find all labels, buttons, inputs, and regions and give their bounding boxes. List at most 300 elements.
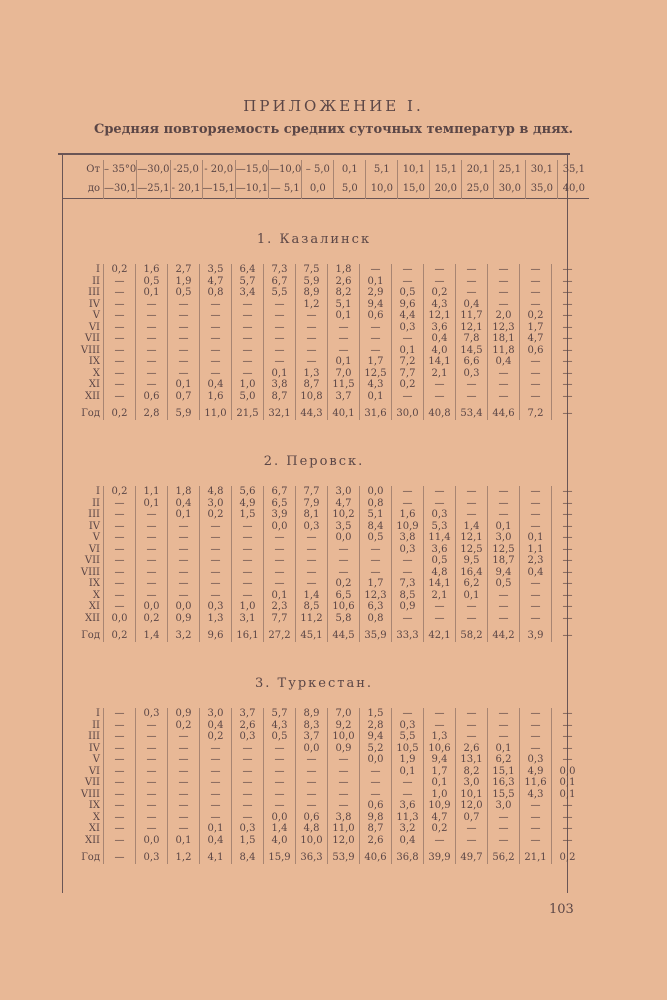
table-cell: — [552, 498, 584, 510]
row-label: VIII [80, 344, 100, 356]
table-cell: — [232, 521, 264, 533]
table-cell: 0,1 [168, 509, 200, 521]
table-cell: 0,5 [424, 555, 456, 567]
table-cell: — [552, 743, 584, 755]
table-cell: — [104, 823, 136, 835]
table-cell: — [552, 578, 584, 590]
table-cell: — [264, 578, 296, 590]
header-to-cell: —15,1 [202, 179, 235, 199]
table-cell: — [328, 777, 360, 789]
table-cell: — [328, 789, 360, 801]
table-cell: — [136, 299, 168, 311]
table-cell: — [232, 578, 264, 590]
table-cell: 49,7 [456, 846, 488, 864]
table-cell: 3,8 [264, 379, 296, 391]
table-cell: — [104, 743, 136, 755]
table-cell: 1,0 [424, 789, 456, 801]
table-cell: 1,3 [296, 368, 328, 380]
header-from-cell: -25,0 [170, 160, 202, 179]
table-cell: — [456, 379, 488, 391]
table-cell: 5,2 [360, 743, 392, 755]
table-cell: — [232, 567, 264, 579]
table-cell: 11,0 [200, 402, 232, 420]
table-cell: 3,9 [520, 624, 552, 642]
table-cell: — [520, 391, 552, 403]
table-cell: 5,9 [296, 276, 328, 288]
table-cell: 16,4 [456, 567, 488, 579]
table-cell: — [136, 345, 168, 357]
table-cell: 1,6 [136, 264, 168, 276]
table-cell: — [488, 613, 520, 625]
table-cell: 1,7 [360, 578, 392, 590]
table-cell: — [328, 333, 360, 345]
table-cell: — [264, 555, 296, 567]
table-cell: — [392, 789, 424, 801]
header-to-cell: 5,0 [334, 179, 366, 199]
table-cell: — [456, 720, 488, 732]
table-cell: 15,5 [488, 789, 520, 801]
table-cell: 9,5 [456, 555, 488, 567]
month-row [62, 777, 583, 789]
table-cell: — [136, 590, 168, 602]
table-cell: 5,7 [264, 708, 296, 720]
table-cell: — [552, 322, 584, 334]
table-cell: 33,3 [392, 624, 424, 642]
table-cell: — [552, 402, 584, 420]
month-row [62, 578, 583, 590]
table-cell: — [136, 777, 168, 789]
table-cell: — [552, 800, 584, 812]
table-cell: 0,6 [360, 800, 392, 812]
table-cell: 10,0 [296, 835, 328, 847]
table-cell: 8,7 [296, 379, 328, 391]
table-cell: — [232, 345, 264, 357]
table-cell: — [296, 356, 328, 368]
table-cell: — [392, 555, 424, 567]
table-cell: 40,6 [360, 846, 392, 864]
row-label: I [96, 486, 100, 497]
month-row [62, 356, 583, 368]
table-cell: — [136, 333, 168, 345]
table-cell: 1,1 [520, 544, 552, 556]
month-row [62, 766, 583, 778]
table-cell: — [360, 264, 392, 276]
table-cell: — [488, 601, 520, 613]
table-cell: — [232, 590, 264, 602]
table-cell: 0,2 [168, 720, 200, 732]
header-to-cell: 20,0 [430, 179, 462, 199]
table-cell: — [552, 613, 584, 625]
header-from-cell: —10,0 [269, 160, 302, 179]
header-to-cell: —25,1 [137, 179, 170, 199]
table-cell: — [360, 567, 392, 579]
table-cell: — [520, 368, 552, 380]
table-cell: — [552, 521, 584, 533]
table-cell: — [104, 391, 136, 403]
table-cell: — [296, 800, 328, 812]
table-cell: — [520, 731, 552, 743]
table-cell: — [168, 368, 200, 380]
month-row [62, 486, 583, 498]
header-to-cell: — 5,1 [269, 179, 302, 199]
table-cell: 6,2 [456, 578, 488, 590]
table-cell: — [488, 823, 520, 835]
table-cell: — [104, 345, 136, 357]
table-cell: 6,7 [264, 276, 296, 288]
table-cell: — [360, 555, 392, 567]
table-cell: 3,7 [296, 731, 328, 743]
table-cell: — [520, 509, 552, 521]
table-cell: — [488, 299, 520, 311]
table-cell: 0,2 [200, 731, 232, 743]
table-cell: — [264, 777, 296, 789]
from-label: От [86, 164, 100, 175]
table-cell: — [168, 544, 200, 556]
table-cell: — [360, 544, 392, 556]
table-cell: — [168, 800, 200, 812]
table-cell: 0,2 [424, 287, 456, 299]
row-label: V [92, 532, 100, 543]
table-cell: — [552, 287, 584, 299]
header-to-cell: 30,0 [494, 179, 526, 199]
table-cell: 44,3 [296, 402, 328, 420]
header-to-cell: 0,0 [302, 179, 334, 199]
table-cell: 1,7 [360, 356, 392, 368]
table-cell: 0,6 [360, 310, 392, 322]
table-cell: — [552, 486, 584, 498]
table-cell: 12,1 [424, 310, 456, 322]
table-cell: 32,1 [264, 402, 296, 420]
table-cell: — [520, 823, 552, 835]
table-cell: — [168, 754, 200, 766]
header-from-cell: 20,1 [462, 160, 494, 179]
table-cell: 10,5 [392, 743, 424, 755]
table-cell: 0,2 [552, 846, 584, 864]
table-cell: 0,1 [328, 310, 360, 322]
month-row [62, 322, 583, 334]
row-label: Год [81, 408, 100, 419]
table-cell: — [136, 544, 168, 556]
table-cell: 4,9 [520, 766, 552, 778]
table-cell: — [456, 823, 488, 835]
header-to-cell: 10,0 [366, 179, 398, 199]
table-cell: 31,6 [360, 402, 392, 420]
table-cell: 0,1 [360, 276, 392, 288]
table-cell: — [136, 789, 168, 801]
table-cell: — [552, 624, 584, 642]
month-row [62, 812, 583, 824]
table-perovsk [62, 486, 583, 642]
table-cell: — [296, 578, 328, 590]
table-cell: — [168, 777, 200, 789]
table-cell: — [264, 333, 296, 345]
table-cell: — [456, 613, 488, 625]
table-cell: 8,9 [296, 287, 328, 299]
table-cell: — [520, 800, 552, 812]
table-cell: — [456, 708, 488, 720]
row-label: X [92, 367, 100, 379]
table-cell: 7,5 [296, 264, 328, 276]
table-cell: — [136, 800, 168, 812]
table-cell: — [488, 812, 520, 824]
table-cell: 4,7 [328, 498, 360, 510]
table-cell: 0,3 [200, 601, 232, 613]
table-cell: 5,6 [232, 486, 264, 498]
table-cell: 58,2 [456, 624, 488, 642]
table-cell: — [104, 521, 136, 533]
table-cell: 44,5 [328, 624, 360, 642]
table-cell: — [328, 544, 360, 556]
table-cell: 16,3 [488, 777, 520, 789]
table-cell: 0,3 [392, 322, 424, 334]
table-cell: — [360, 333, 392, 345]
table-cell: — [264, 299, 296, 311]
table-cell: 0,1 [360, 391, 392, 403]
table-cell: 2,1 [424, 368, 456, 380]
table-cell: — [200, 368, 232, 380]
table-cell: — [552, 299, 584, 311]
table-cell: 1,3 [424, 731, 456, 743]
table-cell: 0,1 [200, 823, 232, 835]
table-cell: 0,6 [296, 812, 328, 824]
table-cell: — [104, 356, 136, 368]
month-row [62, 532, 583, 544]
table-cell: — [104, 754, 136, 766]
table-cell: — [136, 555, 168, 567]
table-cell: 1,7 [520, 322, 552, 334]
table-cell: — [456, 509, 488, 521]
table-cell: 5,5 [264, 287, 296, 299]
row-label: XII [84, 390, 100, 402]
header-from-cell: —15,0 [235, 160, 268, 179]
table-cell: 2,0 [488, 310, 520, 322]
month-row [62, 391, 583, 403]
section-title-kazalinsk: 1. Казалинск [256, 232, 372, 247]
table-cell: 10,6 [424, 743, 456, 755]
month-row [62, 521, 583, 533]
table-cell: — [232, 333, 264, 345]
table-cell: 1,8 [168, 486, 200, 498]
table-cell: — [232, 800, 264, 812]
table-cell: — [328, 754, 360, 766]
table-cell: 1,5 [232, 835, 264, 847]
table-cell: 3,7 [232, 708, 264, 720]
row-label: VI [88, 765, 100, 777]
table-cell: — [552, 276, 584, 288]
table-cell: — [200, 812, 232, 824]
table-cell: 30,0 [392, 402, 424, 420]
table-cell: — [520, 835, 552, 847]
table-cell: 3,6 [392, 800, 424, 812]
row-label: VII [84, 777, 100, 788]
row-label: IV [88, 298, 100, 310]
table-cell: — [424, 486, 456, 498]
table-cell: 0,3 [424, 509, 456, 521]
table-cell: — [264, 754, 296, 766]
table-cell: 6,4 [232, 264, 264, 276]
table-cell: 4,8 [296, 823, 328, 835]
temperature-range-header [62, 160, 589, 199]
table-cell: 1,6 [392, 509, 424, 521]
table-cell: — [552, 812, 584, 824]
table-cell: — [168, 731, 200, 743]
table-cell: 0,1 [136, 287, 168, 299]
table-cell: 0,2 [136, 613, 168, 625]
header-row-to [62, 179, 589, 199]
table-cell: 3,1 [232, 613, 264, 625]
appendix-title: ПРИЛОЖЕНИЕ I. [243, 97, 424, 115]
table-cell: 0,3 [232, 823, 264, 835]
table-cell: 12,1 [456, 532, 488, 544]
table-cell: — [200, 299, 232, 311]
header-from-cell: - 20,0 [202, 160, 235, 179]
table-cell: 0,1 [168, 379, 200, 391]
table-cell: 0,4 [168, 498, 200, 510]
table-cell: — [264, 743, 296, 755]
table-cell: — [232, 789, 264, 801]
row-label: Год [81, 852, 100, 863]
table-cell: 1,4 [264, 823, 296, 835]
month-row [62, 708, 583, 720]
month-row [62, 567, 583, 579]
table-cell: 9,6 [200, 624, 232, 642]
table-cell: — [520, 299, 552, 311]
table-cell: — [296, 766, 328, 778]
table-cell: — [424, 613, 456, 625]
table-cell: 4,7 [200, 276, 232, 288]
month-row [62, 555, 583, 567]
table-cell: — [296, 310, 328, 322]
table-cell: — [104, 578, 136, 590]
table-cell: 10,9 [392, 521, 424, 533]
year-total-row [62, 846, 583, 864]
year-total-row [62, 624, 583, 642]
table-cell: 9,4 [360, 731, 392, 743]
table-cell: 12,5 [456, 544, 488, 556]
month-row [62, 299, 583, 311]
table-cell: — [104, 532, 136, 544]
table-cell: — [104, 333, 136, 345]
table-cell: 0,3 [392, 544, 424, 556]
table-cell: 0,9 [392, 601, 424, 613]
table-cell: — [488, 391, 520, 403]
table-cell: 0,1 [328, 356, 360, 368]
table-cell: — [104, 299, 136, 311]
table-cell: — [424, 276, 456, 288]
table-cell: — [552, 264, 584, 276]
table-cell: 2,6 [360, 835, 392, 847]
table-cell: 0,3 [232, 731, 264, 743]
table-cell: 7,2 [520, 402, 552, 420]
table-cell: 7,7 [296, 486, 328, 498]
table-cell: 4,3 [360, 379, 392, 391]
month-row [62, 743, 583, 755]
table-cell: — [520, 287, 552, 299]
month-row [62, 276, 583, 288]
table-cell: — [168, 812, 200, 824]
table-cell: — [104, 555, 136, 567]
month-row [62, 379, 583, 391]
table-cell: 3,5 [328, 521, 360, 533]
table-cell: — [296, 555, 328, 567]
table-cell: 1,2 [296, 299, 328, 311]
table-cell: 2,7 [168, 264, 200, 276]
table-cell: — [200, 310, 232, 322]
table-cell: — [232, 777, 264, 789]
table-cell: — [328, 345, 360, 357]
table-cell: — [456, 391, 488, 403]
table-cell: — [104, 544, 136, 556]
row-label: IV [88, 742, 100, 754]
table-cell: 11,8 [488, 345, 520, 357]
table-cell: 0,1 [136, 498, 168, 510]
table-cell: — [392, 708, 424, 720]
row-label: III [88, 287, 100, 298]
table-cell: — [360, 322, 392, 334]
table-cell: 10,0 [328, 731, 360, 743]
row-label: III [88, 731, 100, 742]
month-row [62, 754, 583, 766]
table-cell: — [168, 345, 200, 357]
table-cell: — [104, 812, 136, 824]
table-cell: — [136, 368, 168, 380]
table-cell: 0,2 [328, 578, 360, 590]
table-cell: — [456, 486, 488, 498]
table-cell: — [232, 812, 264, 824]
table-cell: 0,0 [360, 754, 392, 766]
table-cell: — [456, 601, 488, 613]
table-cell: — [392, 567, 424, 579]
table-cell: — [232, 532, 264, 544]
table-cell: 44,2 [488, 624, 520, 642]
table-cell: 0,9 [328, 743, 360, 755]
table-cell: 4,0 [424, 345, 456, 357]
table-cell: 2,8 [136, 402, 168, 420]
table-cell: — [136, 356, 168, 368]
table-cell: — [168, 322, 200, 334]
table-cell: — [424, 264, 456, 276]
row-label: XII [84, 834, 100, 846]
table-cell: — [168, 333, 200, 345]
table-cell: — [392, 391, 424, 403]
table-cell: — [488, 590, 520, 602]
table-cell: — [488, 498, 520, 510]
table-cell: — [424, 391, 456, 403]
table-cell: — [200, 800, 232, 812]
table-cell: — [328, 766, 360, 778]
table-cell: 7,3 [392, 578, 424, 590]
table-cell: 0,0 [136, 601, 168, 613]
table-cell: 11,2 [296, 613, 328, 625]
table-cell: — [392, 613, 424, 625]
table-cell: — [136, 322, 168, 334]
table-cell: — [328, 567, 360, 579]
table-cell: 8,1 [296, 509, 328, 521]
table-cell: 1,0 [232, 379, 264, 391]
table-cell: — [392, 486, 424, 498]
table-cell: — [264, 356, 296, 368]
table-cell: 3,7 [328, 391, 360, 403]
table-cell: 36,3 [296, 846, 328, 864]
table-cell: 0,2 [520, 310, 552, 322]
table-cell: 0,4 [200, 835, 232, 847]
table-cell: 40,8 [424, 402, 456, 420]
table-cell: — [520, 486, 552, 498]
header-from-cell: 5,1 [366, 160, 398, 179]
table-cell: 8,4 [232, 846, 264, 864]
table-cell: 0,4 [456, 299, 488, 311]
table-cell: 12,1 [456, 322, 488, 334]
